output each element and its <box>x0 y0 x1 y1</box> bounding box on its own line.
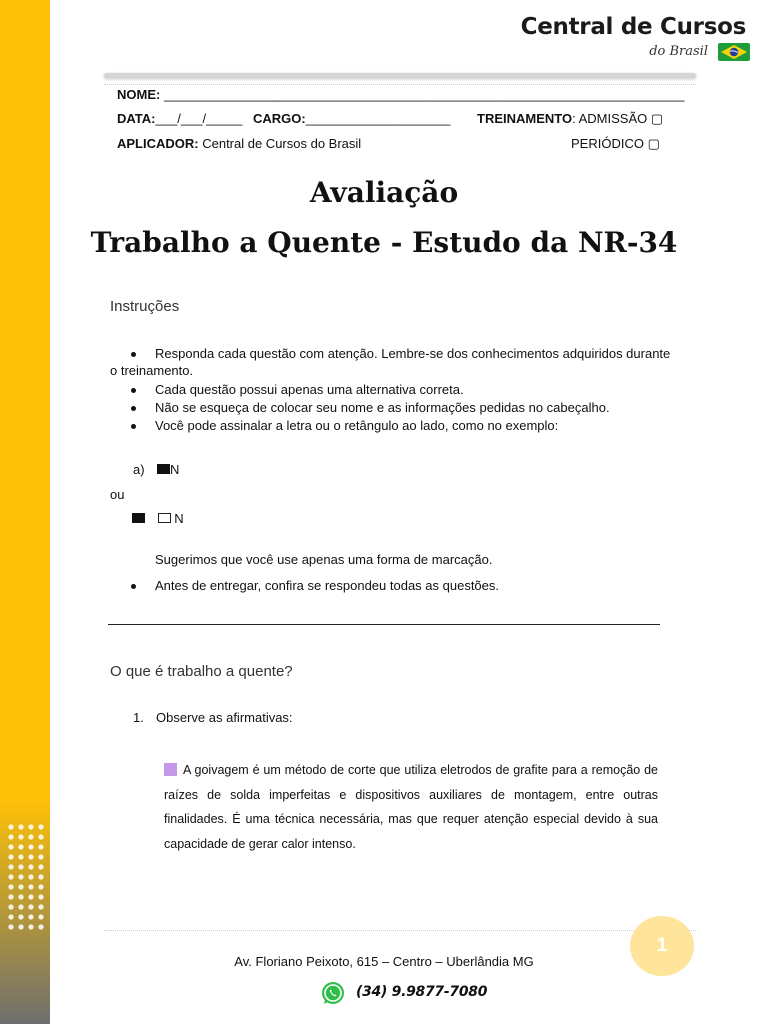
instruction-1: Responda cada questão com atenção. Lembre-se dos conhecimentos adquiridos durante <box>155 346 671 361</box>
header-dotted-line <box>104 84 696 85</box>
whatsapp-icon <box>320 980 346 1006</box>
treinamento-label: TREINAMENTO <box>477 111 573 126</box>
nome-line: ________________________________________________________________________ <box>163 87 685 102</box>
footer-dotted-line <box>104 930 696 931</box>
cargo-line: ____________________ <box>305 111 451 126</box>
footer-address: Av. Floriano Peixoto, 615 – Centro – Uberlândia MG <box>234 954 534 969</box>
bullet-dot <box>131 584 136 589</box>
instruction-1-cont: o treinamento. <box>110 363 194 378</box>
footer-phone: (34) 9.9877-7080 <box>356 984 488 1000</box>
question-number: 1. <box>133 710 144 725</box>
treinamento-field <box>477 111 663 127</box>
suggest-text: Sugerimos que você use apenas uma forma de marcação. <box>155 552 493 567</box>
instruction-4: Você pode assinalar a letra ou o retângulo ao lado, como no exemplo: <box>155 418 559 433</box>
bullet-dot <box>131 352 136 357</box>
aplicador-value: Central de Cursos do Brasil <box>198 136 362 151</box>
bullet-dot <box>131 388 136 393</box>
section-divider <box>108 624 660 625</box>
header-divider <box>104 73 696 78</box>
instruction-3: Não se esqueça de colocar seu nome e as informações pedidas no cabeçalho. <box>155 400 610 415</box>
example-letter: a) <box>133 462 145 477</box>
yellow-sidebar <box>0 0 50 1024</box>
empty-box-icon <box>158 513 171 523</box>
logo-name: Central de Cursos <box>520 14 746 40</box>
brazil-flag-icon <box>718 43 750 61</box>
data-line: ___/___/_____ <box>155 111 243 126</box>
bullet-dot <box>131 406 136 411</box>
logo <box>520 14 752 64</box>
statement-text: A goivagem é um método de corte que utiliza eletrodos de grafite para a remoção de raízes de solda imperfeitas e dispositivos auxiliares de montagem, entre outras finalidades. É uma técnica necessária, mas que requer atenção especial devido à sua capacidade de gerar calor intenso. <box>164 763 658 851</box>
statement <box>164 758 658 856</box>
example2-n: N <box>174 511 184 526</box>
instructions-heading: Instruções <box>110 298 180 315</box>
example-option-filled <box>157 462 179 477</box>
decorative-dots <box>6 822 46 932</box>
page-subtitle: Trabalho a Quente - Estudo da NR-34 <box>90 226 678 259</box>
statement-checkbox[interactable] <box>164 763 177 776</box>
data-field <box>117 111 242 126</box>
filled-box-icon <box>157 464 170 474</box>
data-label: DATA: <box>117 111 156 126</box>
question-text: Observe as afirmativas: <box>156 710 293 725</box>
page-number: 1 <box>630 916 694 976</box>
cargo-label: CARGO: <box>253 111 306 126</box>
nome-field <box>117 87 685 102</box>
logo-tagline: do Brasil <box>649 44 708 59</box>
treinamento-admissao: : ADMISSÃO ▢ <box>572 111 664 126</box>
example-n: N <box>170 462 180 477</box>
section-heading: O que é trabalho a quente? <box>110 663 293 680</box>
aplicador-label: APLICADOR: <box>117 136 199 151</box>
nome-label: NOME: <box>117 87 161 102</box>
periodico-field: PERIÓDICO ▢ <box>571 136 660 151</box>
aplicador-field <box>117 136 361 151</box>
example-option-2 <box>132 511 184 526</box>
filled-marker-icon <box>132 513 145 523</box>
ou-text: ou <box>110 487 125 502</box>
bullet-dot <box>131 424 136 429</box>
instruction-5: Antes de entregar, confira se respondeu todas as questões. <box>155 578 500 593</box>
page-title: Avaliação <box>309 176 459 209</box>
instruction-2: Cada questão possui apenas uma alternativa correta. <box>155 382 464 397</box>
cargo-field <box>253 111 450 126</box>
